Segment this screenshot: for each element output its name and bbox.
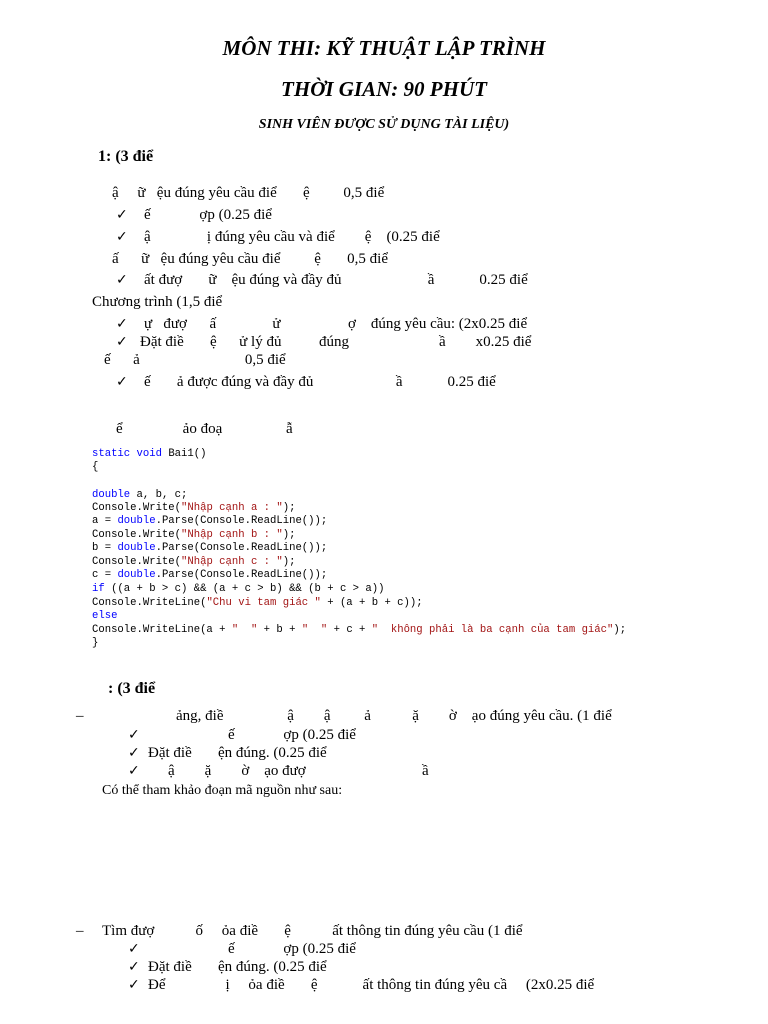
code-string: " không phải là ba cạnh của tam giác" bbox=[371, 624, 614, 636]
code-keyword: static bbox=[92, 448, 131, 460]
dash-bullet: – bbox=[76, 708, 84, 724]
program-criterion: Chương trình (1,5 điể bbox=[92, 294, 223, 310]
code-text: ); bbox=[282, 556, 296, 568]
criterion-line: ế ả được đúng và đầy đủ ầ 0.25 điể bbox=[144, 374, 496, 390]
code-line: { bbox=[92, 461, 99, 473]
exam-title: MÔN THI: KỸ THUẬT LẬP TRÌNH bbox=[222, 36, 546, 60]
code-string: "Nhập cạnh a : " bbox=[181, 502, 283, 514]
code-text: + c + bbox=[327, 624, 372, 636]
code-line bbox=[92, 529, 295, 541]
reference-note: Có thể tham khảo đoạn mã nguồn như sau: bbox=[102, 783, 343, 798]
criterion-line: Đặt điề ện đúng. (0.25 điể bbox=[148, 745, 327, 761]
criterion-line: ế ợp (0.25 điể bbox=[228, 727, 356, 743]
code-text: + (a + b + c)); bbox=[320, 597, 423, 609]
code-text: c = bbox=[92, 569, 118, 581]
code-keyword: void bbox=[136, 448, 162, 460]
code-line bbox=[92, 624, 626, 636]
exam-note: SINH VIÊN ĐƯỢC SỬ DỤNG TÀI LIỆU) bbox=[258, 117, 510, 132]
code-string: "Chu vi tam giác " bbox=[206, 597, 321, 609]
code-string: " " bbox=[231, 624, 258, 636]
exam-duration: THỜI GIAN: 90 PHÚT bbox=[281, 77, 487, 101]
criterion-line: ế ợp (0.25 điể bbox=[144, 207, 272, 223]
code-text: a, b, c; bbox=[130, 489, 188, 501]
code-text: ); bbox=[282, 529, 296, 541]
criterion-line: Đặt điề ện đúng. (0.25 điể bbox=[148, 959, 327, 975]
criterion-line: ất đượ ữ ệu đúng và đầy đủ ầ 0.25 điể bbox=[144, 272, 528, 288]
check-icon: ✓ bbox=[128, 727, 140, 743]
code-text: Console.Write( bbox=[92, 556, 182, 568]
code-string: "Nhập cạnh b : " bbox=[181, 529, 283, 541]
code-line bbox=[92, 448, 206, 460]
code-text: .Parse(Console.ReadLine()); bbox=[155, 569, 328, 581]
question-1-heading: 1: (3 điể bbox=[98, 148, 154, 165]
code-reference-label: ể ảo đoạ ẫ bbox=[116, 421, 293, 437]
dash-bullet: – bbox=[76, 923, 84, 939]
code-text: ); bbox=[282, 502, 296, 514]
check-icon: ✓ bbox=[128, 763, 140, 779]
code-line bbox=[92, 556, 295, 568]
criterion-line: ế ợp (0.25 điể bbox=[228, 941, 356, 957]
criterion-line: ậ ặ ờ ạo đượ ầ bbox=[168, 763, 429, 779]
question-2-heading: : (3 điể bbox=[108, 680, 156, 697]
code-line bbox=[92, 610, 117, 622]
criterion-input: ậ ữ ệu đúng yêu cầu điể ệ 0,5 điể bbox=[112, 185, 385, 201]
code-keyword: if bbox=[92, 583, 105, 595]
code-line bbox=[92, 542, 327, 554]
code-text: Console.Write( bbox=[92, 529, 182, 541]
code-string: "Nhập cạnh c : " bbox=[181, 556, 283, 568]
criterion-line: ế ả 0,5 điể bbox=[104, 352, 286, 368]
check-icon: ✓ bbox=[116, 229, 128, 245]
criterion-line: Tìm đượ ố ỏa điề ệ ất thông tin đúng yêu cầu (1 điể bbox=[102, 923, 523, 939]
code-line: } bbox=[92, 637, 99, 649]
code-text: + b + bbox=[257, 624, 302, 636]
check-icon: ✓ bbox=[128, 745, 140, 761]
check-icon: ✓ bbox=[128, 959, 140, 975]
code-line bbox=[92, 489, 187, 501]
code-text: .Parse(Console.ReadLine()); bbox=[155, 515, 328, 527]
code-text: a = bbox=[92, 515, 118, 527]
code-keyword: double bbox=[117, 515, 156, 527]
code-string: " " bbox=[301, 624, 328, 636]
check-icon: ✓ bbox=[116, 374, 128, 390]
check-icon: ✓ bbox=[116, 272, 128, 288]
criterion-line: ậ ị đúng yêu cầu và điể ệ (0.25 điể bbox=[144, 229, 440, 245]
check-icon: ✓ bbox=[116, 334, 128, 350]
code-text: Console.Write( bbox=[92, 502, 182, 514]
code-line bbox=[92, 597, 423, 609]
check-icon: ✓ bbox=[116, 207, 128, 223]
check-icon: ✓ bbox=[128, 941, 140, 957]
criterion-line: Đặt điề ệ ử lý đủ đúng ầ x0.25 điể bbox=[140, 334, 532, 350]
criterion-line: Để ị ỏa điề ệ ất thông tin đúng yêu cầ (2x0.25 điể bbox=[148, 977, 595, 993]
check-icon: ✓ bbox=[128, 977, 140, 993]
check-icon: ✓ bbox=[116, 316, 128, 332]
code-keyword: double bbox=[117, 542, 156, 554]
code-text: Console.WriteLine( bbox=[92, 597, 207, 609]
criterion-output: ấ ữ ệu đúng yêu cầu điể ệ 0,5 điể bbox=[112, 251, 388, 267]
code-text: Console.WriteLine(a + bbox=[92, 624, 232, 636]
criterion-line: ự đượ ấ ử ợ đúng yêu cầu: (2x0.25 điể bbox=[144, 316, 528, 332]
code-text: ((a + b > c) && (a + c > b) && (b + c > a)) bbox=[104, 583, 385, 595]
code-keyword: else bbox=[92, 610, 118, 622]
code-text: b = bbox=[92, 542, 118, 554]
code-line bbox=[92, 569, 327, 581]
criterion-line: ảng, điề ậ ậ ả ặ ờ ạo đúng yêu cầu. (1 điể bbox=[176, 708, 612, 724]
code-text: ); bbox=[613, 624, 627, 636]
code-line bbox=[92, 583, 384, 595]
code-keyword: double bbox=[117, 569, 156, 581]
code-line bbox=[92, 515, 327, 527]
code-text: .Parse(Console.ReadLine()); bbox=[155, 542, 328, 554]
code-text: Bai1() bbox=[168, 448, 207, 460]
code-line bbox=[92, 502, 295, 514]
code-keyword: double bbox=[92, 489, 131, 501]
